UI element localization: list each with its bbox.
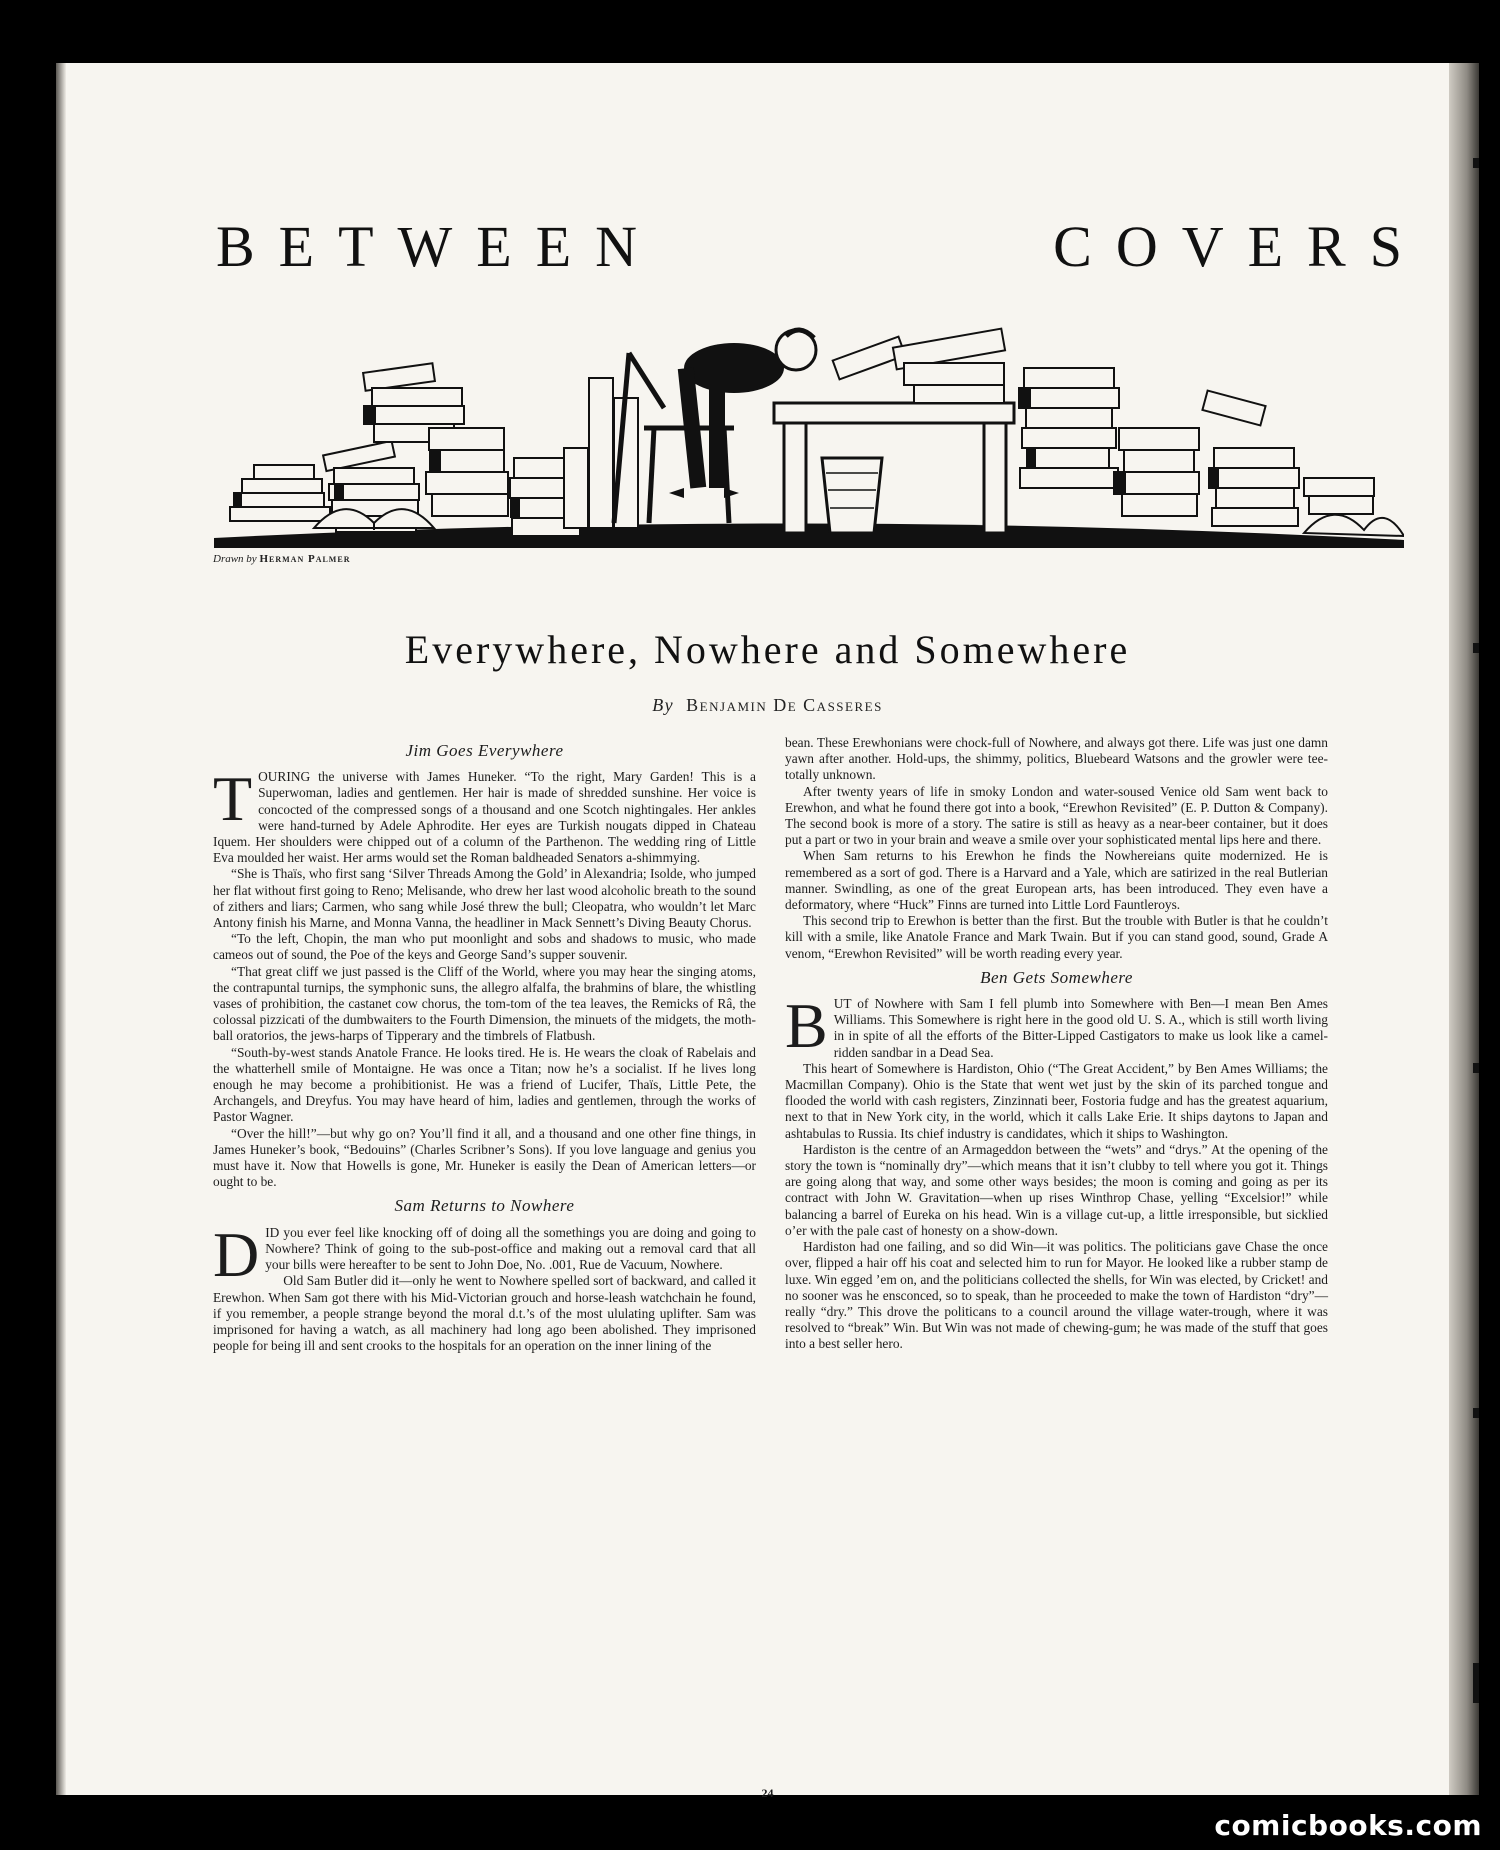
- paragraph: [785, 990, 1328, 1062]
- drop-cap: T: [213, 763, 253, 835]
- paragraph-text: UT of Nowhere with Sam I fell plumb into Somewhere with Ben—I mean Ben Ames Williams. This Somewhere is right here in the good old U. S. A., which is still worth living in in spite of all the efforts of the Bitter-Lipped Castigators to make us look like a camel-ridden sandbar in a Dead Sea.: [833, 996, 1328, 1060]
- drop-cap: B: [785, 990, 828, 1062]
- paragraph: [213, 763, 756, 866]
- paragraph: “Over the hill!”—but why go on? You’ll find it all, and a thousand and one other fine things, in James Huneker’s book, “Bedouins” (Charles Scribner’s Sons). If you love language and genius you must have it. Now that Howells is gone, Mr. Huneker is easily the Dean of American letters—or ought to be.: [213, 1125, 756, 1190]
- paragraph: Old Sam Butler did it—only he went to Nowhere spelled sort of backward, and called it Erewhon. When Sam got there with his Mid-Victorian grouch and horse-leash watchchain he found, if you remember, a people strange beyond the moral d.t.’s of the most ululating uplifter. Sam was imprisoned for having a watch, as all machinery had long ago been abolished. They imprisoned people for being ill and sent crooks to the hospitals for an operation on the inner lining of the: [213, 1273, 756, 1354]
- subhead-ben-gets-somewhere: Ben Gets Somewhere: [980, 967, 1133, 987]
- article-title: Everywhere, Nowhere and Somewhere: [404, 627, 1131, 672]
- subhead-sam-returns-to-nowhere: Sam Returns to Nowhere: [394, 1196, 575, 1216]
- paragraph: [213, 1218, 756, 1290]
- edge-mark: [1473, 1663, 1479, 1703]
- paragraph-text: ID you ever feel like knocking off of doing all the somethings you are doing and going to Nowhere? Think of going to the sub-post-office and making out a removal card that all your bills were hereafter to be sent to John Doe, No. .001, Rue de Vacuum, Nowhere.: [265, 1224, 756, 1273]
- paragraph: This heart of Somewhere is Hardiston, Ohio (“The Great Accident,” by Ben Ames Williams; the Macmillan Company). Ohio is the State that went wet just by the skin of its parched tongue and flooded the world with cash registers, Zinzinnati beer, Fostoria fudge and has the greatest aquarium, next to that in New York city, in the world, which it calls Lake Erie. It ships daytons to Japan and ashtabulas to Russia. Its chief industry is candidates, which it ships to Washington.: [785, 1060, 1328, 1141]
- edge-mark: [1473, 1063, 1479, 1073]
- page-left-edge: [56, 63, 66, 1795]
- paragraph-text: OURING the universe with James Huneker. “To the right, Mary Garden! This is a Superwoman, ladies and gentlemen. Her hair is made of shredded sunshine. Her voice is concocted of the compressed songs of a thousand and one Scotch nightingales. Her ankles were hand-turned by Adele Aphrodite. Her eyes are Turkish nougats dipped in Chateau Iquem. Her shoulders were chipped out of a column of the Parthenon. The wedding ring of Little Eva moulded her waist. Her arms would set the Roman baldheaded Senators a-shimmying.: [213, 769, 756, 866]
- section-masthead: [216, 213, 1426, 280]
- paragraph: When Sam returns to his Erewhon he finds the Nowhereians quite modernized. He is remembered as a sort of god. There is a Harvard and a Yale, which are satirized in the real Butlerian manner. Swindling, as one of the great European arts, has been introduced. They even have a deformatory, where “Huck” Finns are turned into Little Lord Fauntleroys.: [785, 848, 1328, 913]
- page-number: 24: [761, 1786, 774, 1800]
- paragraph: “That great cliff we just passed is the Cliff of the World, where you may hear the singing atoms, the contrapuntal turnips, the symphonic suns, the allegro alfalfa, the brahmins of blare, the whistling vases of prohibition, the castanet cow chorus, the tom-tom of the tea leaves, the Remicks of Râ, the colossal pizzicati of the dumbwaiters to the Fourth Dimension, the minuets of the midgets, the moth-ball oratorios, the jews-harps of Tipperary and the timbrels of Flatbush.: [213, 963, 756, 1044]
- paragraph: Hardiston had one failing, and so did Win—it was politics. The politicians gave Chase the once over, flipped a hair off his coat and selected him to run for Mayor. He looked like a rubber stamp de luxe. Win egged ’em on, and the politicians collected the shells, for Win was elected, by Cricket! and no sooner was he ensconced, so to speak, than he proceeded to make the town of Hardiston “dry”—really “dry.” This drove the politicans to a council around the village water-trough, where it was resolved to “break” Win. But Win was not made of chewing-gum; he was made of the stuff that goes into a best seller hero.: [785, 1239, 1328, 1352]
- byline-author: Benjamin De Casseres: [686, 695, 883, 715]
- masthead-word-2: COVERS: [1053, 214, 1426, 279]
- paragraph: “South-by-west stands Anatole France. He looks tired. He is. He wears the cloak of Rabelais and the whatterhell smile of Montaigne. He was once a Titan; now he’s a socialist. If he lives long enough he may become a prohibitionist. He was a friend of Lucifer, Thaïs, Little Pete, the Archangels, and Dreyfus. You may have heard of him, ladies and gentlemen, through the works of Pastor Wagner.: [213, 1044, 756, 1125]
- page-spine: [1449, 63, 1479, 1795]
- article-byline: [56, 695, 1479, 716]
- right-column: [785, 735, 1328, 1353]
- paragraph: “To the left, Chopin, the man who put moonlight and sobs and shadows to music, who made cameos out of sound, the Poe of the keys and George Sand’s supper souvenir.: [213, 931, 756, 963]
- paragraph: Hardiston is the centre of an Armageddon between the “wets” and “drys.” At the opening of the story the town is “nominally dry”—which means that it isn’t clubby to tell where you got it. Things are going along that way, and some other ways besides; the moon is coming and going as per its contract with John W. Gravitation—when up rises Winthrop Chase, yelling “Excelsior!” while balancing a barrel of Eureka on his head. Win is a village cut-up, a little irresponsible, but sicklied o’er with the pale cast of honesty on a show-down.: [785, 1141, 1328, 1238]
- left-column: [213, 735, 756, 1354]
- site-watermark: comicbooks.com: [1214, 1809, 1482, 1842]
- books-desk-illustration: [214, 308, 1404, 548]
- paragraph: bean. These Erewhonians were chock-full of Nowhere, and always got there. Life was just one damn yawn after another. Hold-ups, the shimmy, politics, Bluebeard Watsons and the growler were tee-totally unknown.: [785, 735, 1328, 783]
- paragraph: This second trip to Erewhon is better than the first. But the trouble with Butler is that he couldn’t kill with a smile, like Anatole France and Mark Twain. But if you can stand good, sound, Grade A venom, “Erewhon Revisited” will be worth reading every year.: [785, 913, 1328, 961]
- subhead-jim-goes-everywhere: Jim Goes Everywhere: [405, 741, 564, 760]
- edge-mark: [1473, 643, 1479, 653]
- masthead-word-1: BETWEEN: [216, 214, 662, 279]
- paragraph: After twenty years of life in smoky London and water-soused Venice old Sam went back to Erewhon, and what he found there got into a book, “Erewhon Revisited” (E. P. Dutton & Company). The second book is more of a story. The satire is still as heavy as a near-beer container, but it does put a part or two in your brain and weave a smile over your sophisticated mental lips here and there.: [785, 783, 1328, 848]
- credit-prefix: Drawn by: [213, 553, 257, 565]
- edge-mark: [1473, 1408, 1479, 1418]
- magazine-page: [56, 63, 1479, 1800]
- credit-name: Herman Palmer: [259, 553, 351, 565]
- byline-by: By: [652, 695, 675, 715]
- illustration-credit: [213, 553, 350, 565]
- drop-cap: D: [213, 1218, 260, 1290]
- edge-mark: [1473, 158, 1479, 168]
- paragraph: “She is Thaïs, who first sang ‘Silver Threads Among the Gold’ in Alexandria; Isolde, who jumped her flat without first going to Reno; Melisande, who drew her last wood alcoholic breath to the sound of zithers and liars; Carmen, who sang while José threw the bull; Cleopatra, who wouldn’t let Marc Antony finish his Marne, and Monna Vanna, the headliner in Mack Sennett’s Diving Beauty Chorus.: [213, 866, 756, 931]
